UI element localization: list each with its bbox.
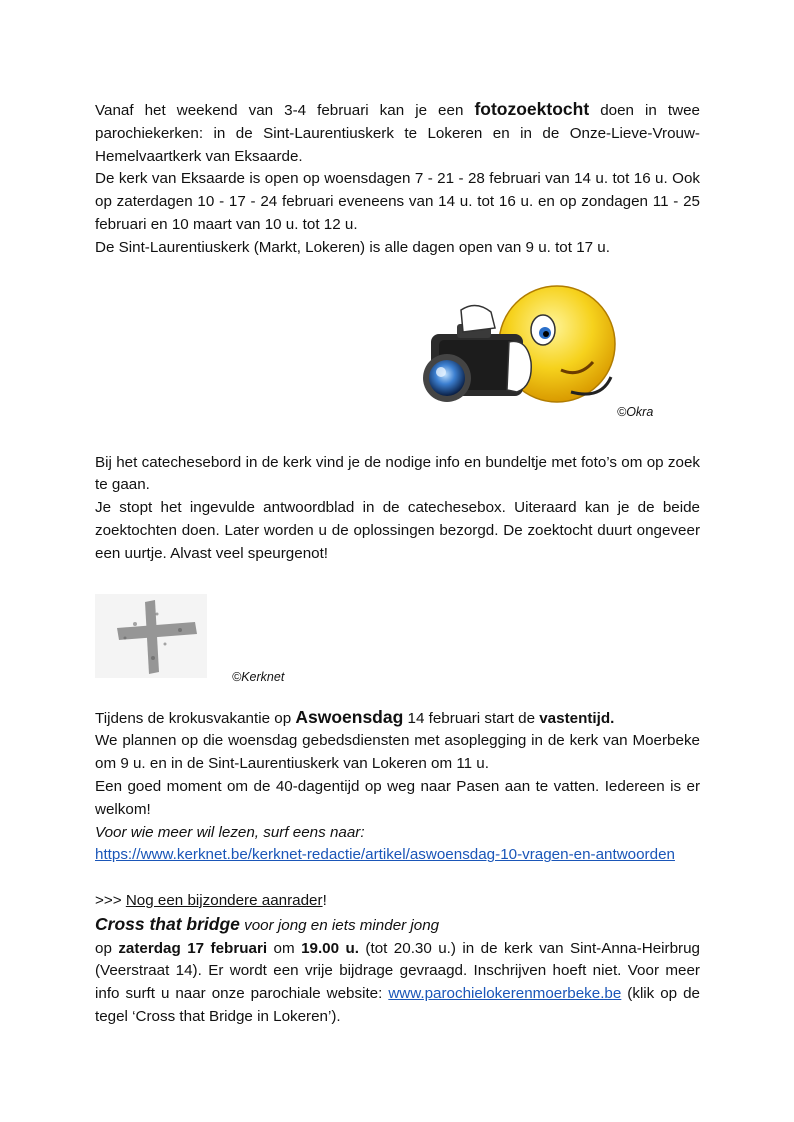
intro-text-2: doen in twee parochiekerken: in de Sint-Laurentiuskerk te Lokeren en in de Onze-Lieve-Vrouw-Hemelvaartkerk van Eksaarde. (95, 102, 700, 165)
fotozoektocht-highlight: fotozoektocht (474, 99, 590, 119)
ash-welcome: Een goed moment om de 40-dagentijd op weg naar Pasen aan te vatten. Iedereen is er welkom! (95, 777, 700, 818)
info-paragraph-2: Je stopt het ingevulde antwoordblad in de catechesebox. Uiteraard kan je de beide zoektochten doen. Later worden u de oplossingen bezorgd. De zoektocht duurt ongeveer een uurtje. Alvast veel speurgenot! (95, 499, 700, 562)
smiley-camera-image (421, 282, 617, 414)
kerknet-credit: ©Kerknet (232, 669, 285, 684)
page-content (95, 98, 700, 1029)
kerknet-link-paragraph (95, 844, 700, 867)
okra-credit: ©Okra (617, 404, 654, 419)
kerknet-article-link[interactable]: https://www.kerknet.be/kerknet-redactie/artikel/aswoensdag-10-vragen-en-antwoorden (95, 846, 675, 864)
event-details: op zaterdag 17 februari om 19.00 u. (tot 20.30 u.) in de kerk van Sint-Anna-Heirbrug (Veerstraat 14). Er wordt een vrije bijdrage gevraagd. Inschrijven hoeft niet. Voor meer info surft u naar onze parochiale website: www.parochielokerenmoerbeke.be (klik op de tegel ‘Cross that Bridge in Lokeren’). (95, 939, 700, 1025)
lokeren-hours: De Sint-Laurentiuskerk (Markt, Lokeren) is alle dagen open van 9 u. tot 17 u. (95, 238, 610, 256)
ash-intro (95, 706, 700, 731)
intro-text-1: Vanaf het weekend van 3-4 februari kan je een (95, 102, 475, 119)
ash-text-1: Tijdens de krokusvakantie op (95, 709, 296, 727)
recommendation-underlined: Nog een bijzondere aanrader (125, 891, 323, 909)
intro-paragraph (95, 98, 700, 168)
camera-illustration-block (95, 282, 700, 452)
event-date: zaterdag 17 februari (118, 939, 268, 957)
info-paragraph-1: Bij het catechesebord in de kerk vind je de nodige info en bundeltje met foto’s om op zoek te gaan. (95, 453, 700, 494)
ash-services: We plannen op die woensdag gebedsdiensten met asoplegging in de kerk van Moerbeke om 9 u. en in de Sint-Laurentiuskerk van Lokeren om 11 u. (95, 732, 700, 773)
cross-that-bridge-title: Cross that bridge (95, 913, 240, 934)
read-more-text: Voor wie meer wil lezen, surf eens naar: (95, 823, 365, 841)
aswoensdag-highlight: Aswoensdag (295, 706, 404, 727)
ash-text-2: 14 februari start de (403, 709, 540, 727)
event-time: 19.00 u. (301, 939, 359, 957)
parish-website-link[interactable]: www.parochielokerenmoerbeke.be (388, 985, 622, 1003)
ash-cross-illustration-block (95, 594, 700, 706)
recommendation-heading: >>> Nog een bijzondere aanrader! (95, 891, 327, 909)
vastentijd-bold: vastentijd. (539, 709, 615, 727)
eksaarde-hours: De kerk van Eksaarde is open op woensdagen 7 - 21 - 28 februari van 14 u. tot 16 u. Ook op zaterdagen 10 - 17 - 24 februari eveneens van 14 u. tot 16 u. en op zondagen 11 - 25 februari en 10 maart van 10 u. tot 12 u. (95, 170, 700, 233)
event-subtitle: voor jong en iets minder jong (239, 916, 440, 934)
event-title (95, 913, 700, 938)
ash-cross-image (95, 594, 207, 678)
